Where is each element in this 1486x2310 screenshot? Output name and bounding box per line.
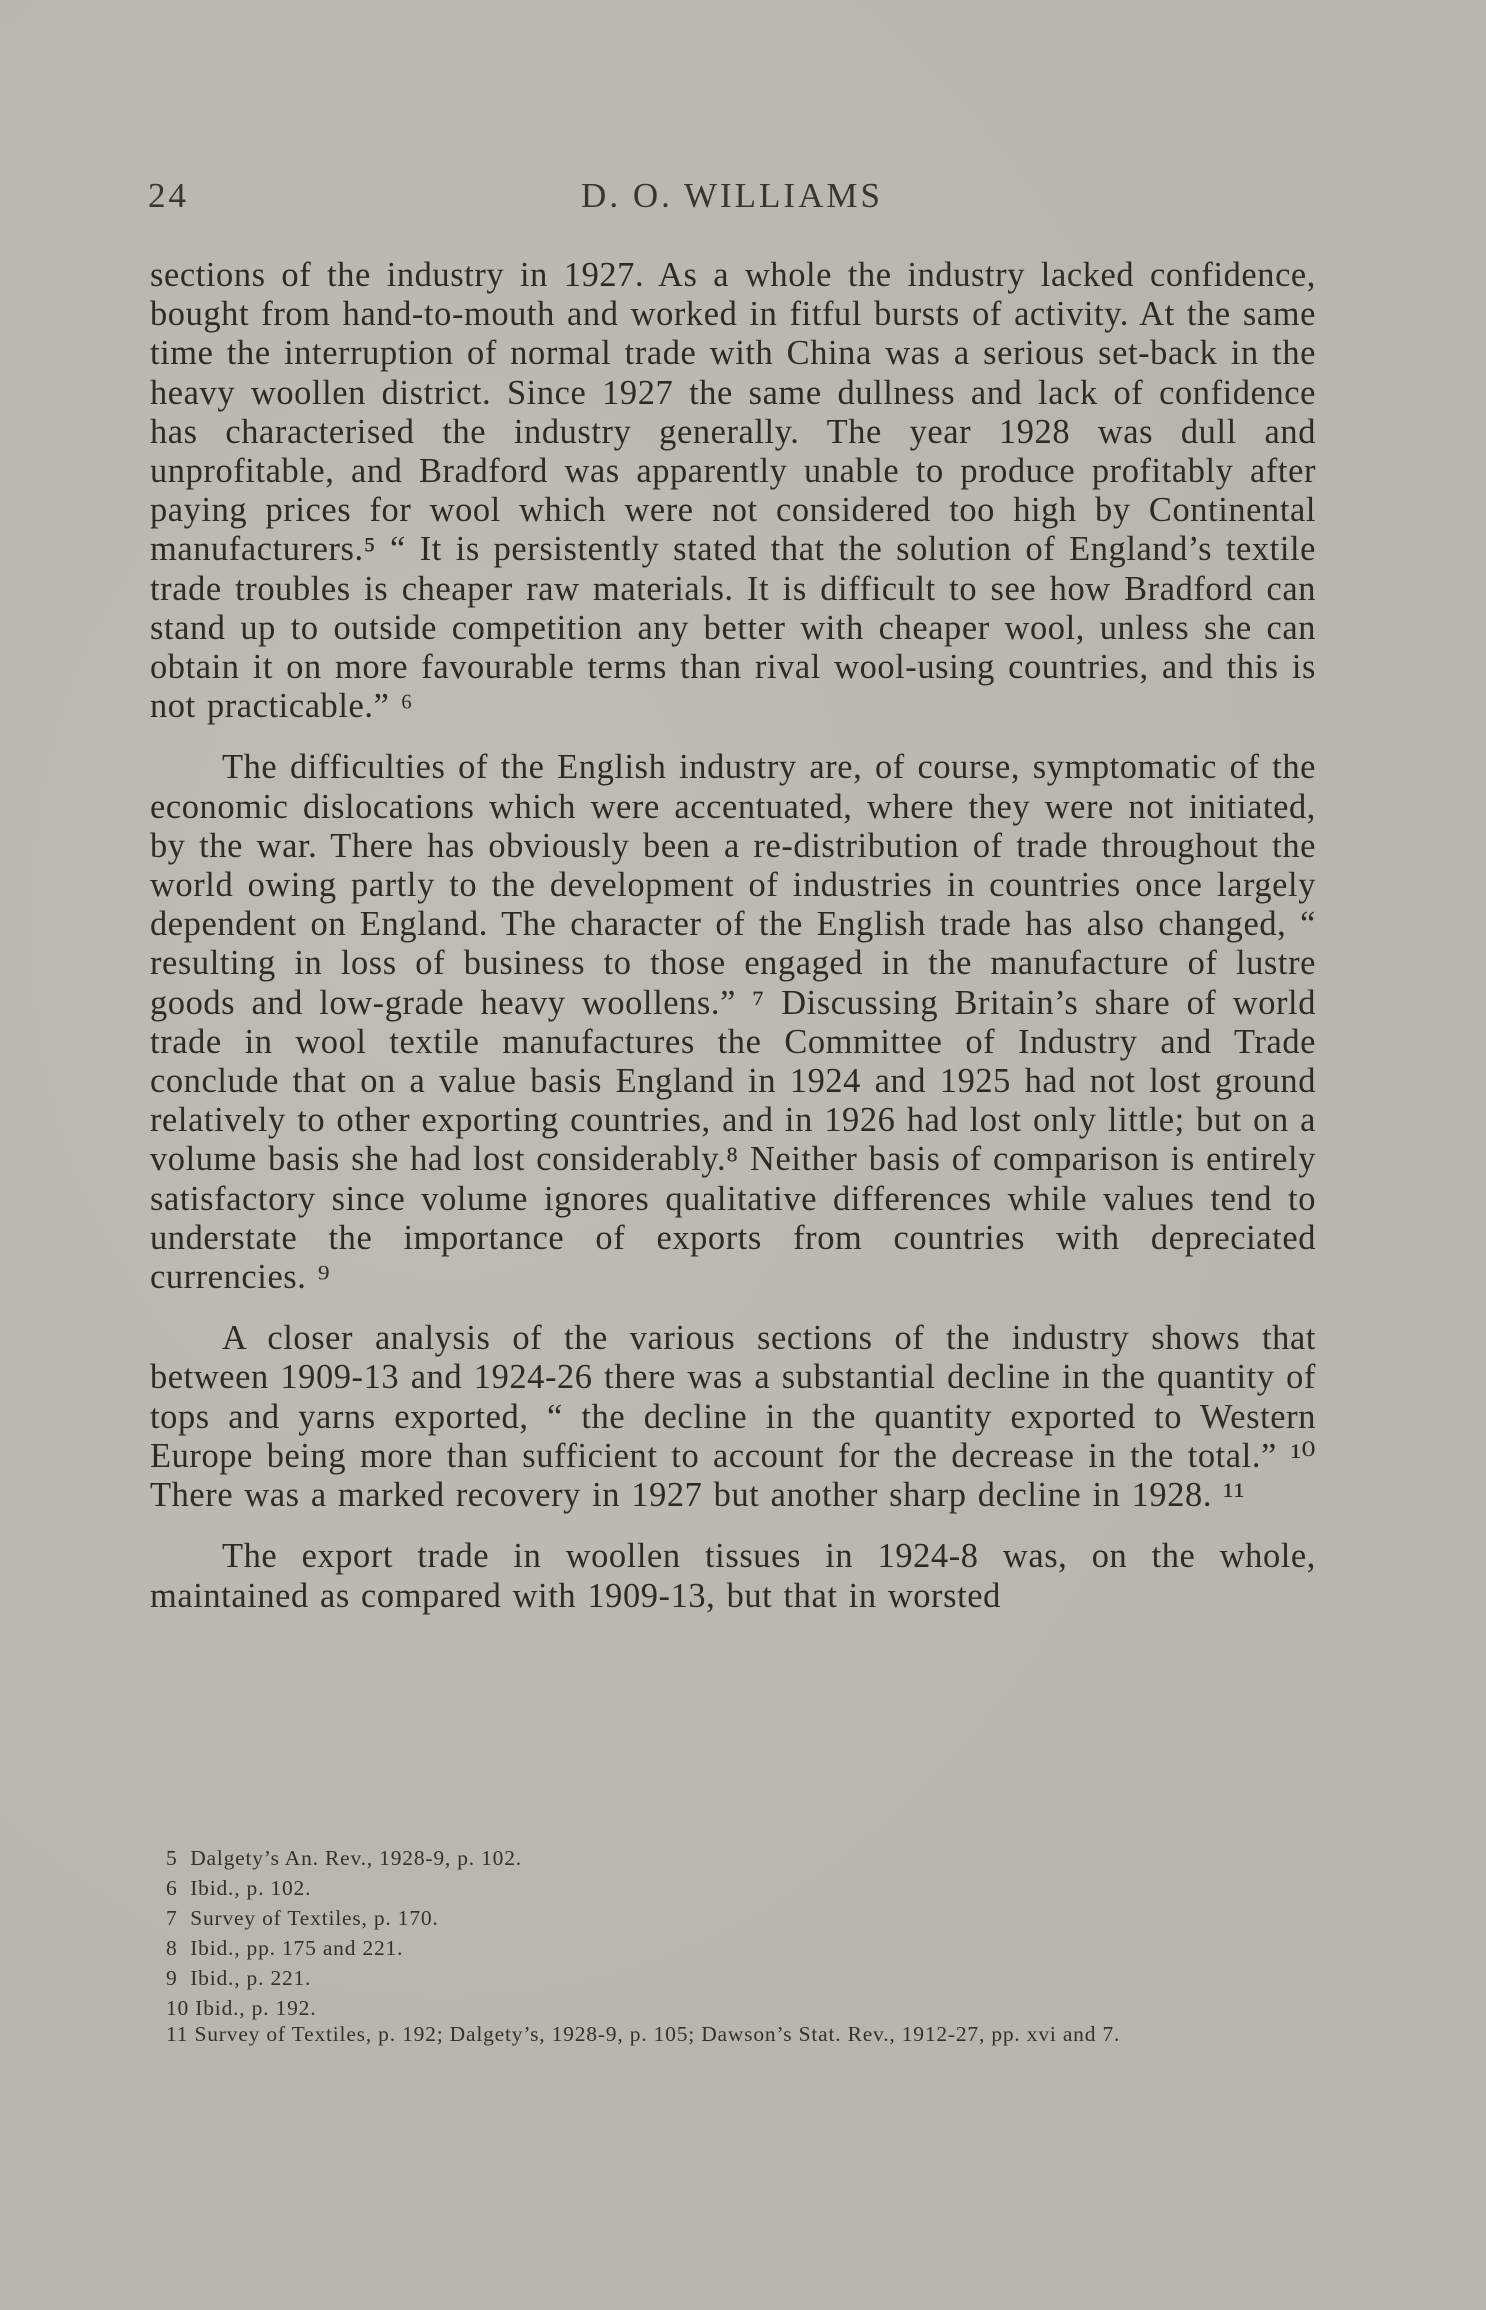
footnote-number: 10 (166, 1996, 190, 2020)
page-header (148, 176, 1316, 236)
paragraph: sections of the industry in 1927. As a whole the industry lacked confidence, bought from hand-to-mouth and worked in fitful bursts of activity. At the same time the interruption of normal trade with China was a serious set-back in the heavy woollen district. Since 1927 the same dullness and lack of confidence has characterised the industry generally. The year 1928 was dull and unprofitable, and Bradford was apparently unable to produce profitably after paying prices for wool which were not considered too high by Continental manufacturers.⁵ “ It is persistently stated that the solution of England’s textile trade troubles is cheaper raw materials. It is difficult to see how Bradford can stand up to outside competition any better with cheaper wool, unless she can obtain it on more favourable terms than rival wool-using countries, and this is not practicable.” ⁶ (150, 256, 1316, 726)
running-head: D. O. WILLIAMS (581, 176, 883, 215)
footnote (166, 1873, 1316, 1903)
footnote-text: Dalgety’s An. Rev., 1928-9, p. 102. (190, 1846, 522, 1870)
paragraph: The export trade in woollen tissues in 1924-8 was, on the whole, maintained as compared with 1909-13, but that in worsted (150, 1537, 1316, 1615)
paragraph: The difficulties of the English industry are, of course, symptomatic of the economic dislocations which were accentuated, where they were not initiated, by the war. There has obviously been a re-distribution of trade throughout the world owing partly to the development of industries in countries once largely dependent on England. The character of the English trade has also changed, “ resulting in loss of business to those engaged in the manufacture of lustre goods and low-grade heavy woollens.” ⁷ Discussing Britain’s share of world trade in wool textile manufactures the Committee of Industry and Trade conclude that on a value basis England in 1924 and 1925 had not lost ground relatively to other exporting countries, and in 1926 had lost only little; but on a volume basis she had lost considerably.⁸ Neither basis of comparison is entirely satisfactory since volume ignores qualitative differences while values tend to understate the importance of exports from countries with depreciated currencies. ⁹ (150, 748, 1316, 1297)
footnote-number: 6 (166, 1876, 178, 1900)
footnotes (166, 1843, 1316, 2045)
footnote-number: 9 (166, 1966, 178, 1990)
footnote-text: Ibid., p. 102. (190, 1876, 312, 1900)
footnote-text: Ibid., p. 221. (190, 1966, 312, 1990)
footnote (166, 1903, 1316, 1933)
footnote-number: 5 (166, 1846, 178, 1870)
footnote-number: 11 (166, 2022, 189, 2046)
footnote-text: Survey of Textiles, p. 170. (190, 1906, 439, 1930)
footnote (166, 1963, 1316, 1993)
footnote-number: 7 (166, 1906, 178, 1930)
footnote (166, 1993, 1316, 2023)
paragraph: A closer analysis of the various sections of the industry shows that between 1909-13 and 1924-26 there was a substantial decline in the quantity of tops and yarns exported, “ the decline in the quantity exported to Western Europe being more than sufficient to account for the decrease in the total.” ¹⁰ There was a marked recovery in 1927 but another sharp decline in 1928. ¹¹ (150, 1319, 1316, 1515)
footnote-number: 8 (166, 1936, 178, 1960)
footnote (166, 1933, 1316, 1963)
footnote (166, 2023, 1316, 2045)
page-number: 24 (148, 176, 189, 215)
footnote-text: Survey of Textiles, p. 192; Dalgety’s, 1928-9, p. 105; Dawson’s Stat. Rev., 1912-27, pp. xvi and 7. (194, 2022, 1121, 2046)
body-text (150, 256, 1316, 1638)
footnote (166, 1843, 1316, 1873)
footnote-text: Ibid., p. 192. (195, 1996, 317, 2020)
footnote-text: Ibid., pp. 175 and 221. (190, 1936, 404, 1960)
